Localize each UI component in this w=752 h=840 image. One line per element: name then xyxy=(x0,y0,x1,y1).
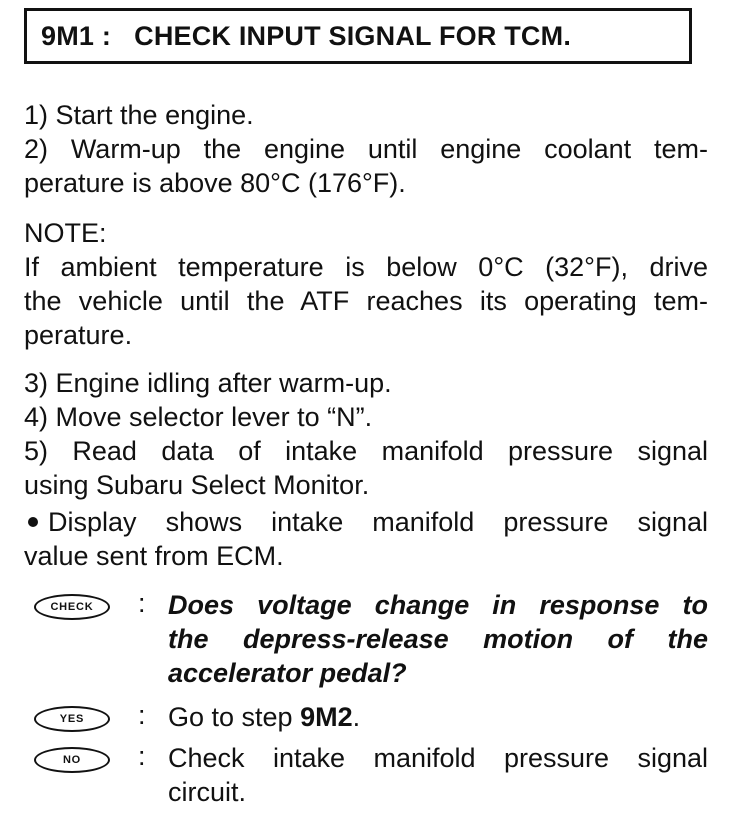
no-badge-icon: NO xyxy=(34,747,110,773)
no-action xyxy=(168,741,708,809)
bullet-line-1 xyxy=(24,505,708,539)
yes-colon: : xyxy=(138,700,146,730)
check-badge-icon: CHECK xyxy=(34,594,110,620)
step-5-line-1: 5) Read data of intake manifold pressure signal xyxy=(24,436,708,466)
yes-badge-icon: YES xyxy=(34,706,110,732)
step-3: 3) Engine idling after warm-up. xyxy=(24,368,392,398)
yes-step-ref: 9M2 xyxy=(300,702,353,732)
check-colon: : xyxy=(138,588,146,618)
section-title-box xyxy=(24,8,692,64)
step-2-line-2: perature is above 80°C (176°F). xyxy=(24,168,406,198)
no-colon: : xyxy=(138,741,146,771)
section-title: 9M1 : CHECK INPUT SIGNAL FOR TCM. xyxy=(41,21,572,51)
yes-prefix: Go to step xyxy=(168,702,301,732)
step-4: 4) Move selector lever to “N”. xyxy=(24,402,373,432)
bullet-block xyxy=(24,505,708,573)
no-row xyxy=(24,741,708,813)
step-5-line-2: using Subaru Select Monitor. xyxy=(24,470,370,500)
check-question xyxy=(168,588,708,690)
yes-row xyxy=(24,700,708,734)
note-line-3: perature. xyxy=(24,320,133,350)
check-line-2: the depress-release motion of the xyxy=(168,624,708,654)
note-heading: NOTE: xyxy=(24,218,107,248)
bullet-text-1: Display shows intake manifold pressure signal xyxy=(48,507,708,537)
no-line-1: Check intake manifold pressure signal xyxy=(168,743,708,773)
check-line-3: accelerator pedal? xyxy=(168,658,407,688)
bullet-line-2: value sent from ECM. xyxy=(24,541,284,571)
step-1: 1) Start the engine. xyxy=(24,100,254,130)
note-line-2: the vehicle until the ATF reaches its operating tem- xyxy=(24,286,708,316)
check-row xyxy=(24,588,708,698)
yes-action xyxy=(168,700,708,734)
bullet-dot-icon xyxy=(28,517,38,527)
yes-suffix: . xyxy=(352,702,361,732)
steps-1-2 xyxy=(24,98,708,200)
step-2-line-1: 2) Warm-up the engine until engine coolant tem- xyxy=(24,134,708,164)
no-line-2: circuit. xyxy=(168,777,247,807)
check-line-1: Does voltage change in response to xyxy=(168,590,708,620)
note-block xyxy=(24,216,708,352)
steps-3-5 xyxy=(24,366,708,502)
note-line-1: If ambient temperature is below 0°C (32°F), drive xyxy=(24,252,708,282)
